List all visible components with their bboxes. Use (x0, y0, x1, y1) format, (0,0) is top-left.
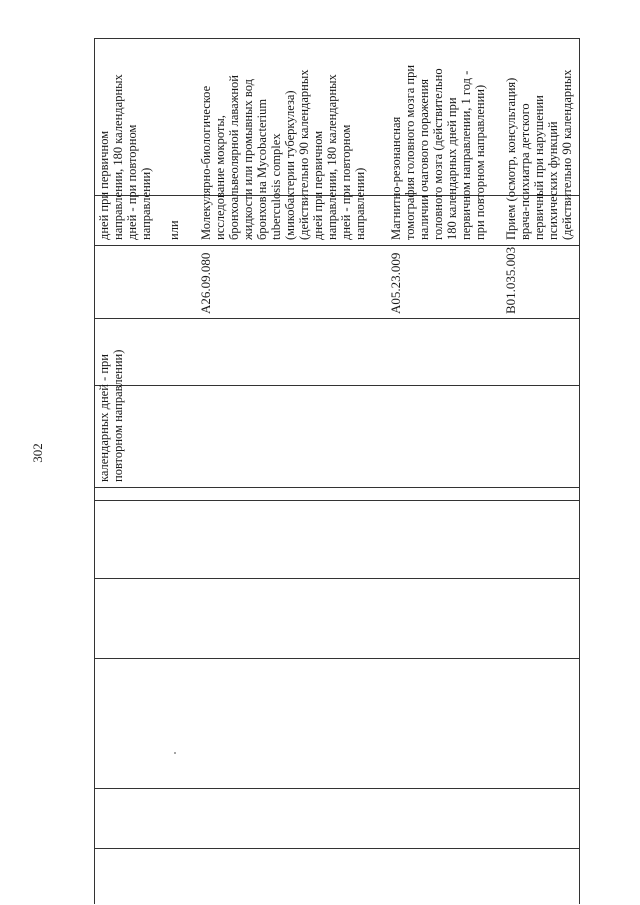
text-line: дней - при повторном (339, 124, 353, 240)
text-line: (действительно 90 календарных (297, 69, 311, 240)
cell-description-row-1 (97, 74, 181, 240)
text-line: дней при первичном (311, 130, 325, 240)
text-line: бронхов на Mycobacterium (255, 98, 269, 240)
text-line: первичном направлении, 1 год - (459, 70, 473, 240)
text-line: Прием (осмотр, консультация) (504, 77, 518, 240)
column-separator (94, 658, 580, 659)
text-line: 180 календарных дней при (445, 97, 459, 240)
cell-code-row-4 (504, 247, 518, 314)
text-line: исследование мокроты, (213, 115, 227, 240)
text-line: головного мозга (действительно (431, 68, 445, 240)
text-line: психических функций (546, 121, 560, 240)
cell-code-row-2 (199, 253, 213, 314)
column-separator (94, 848, 580, 849)
row-separator (94, 500, 580, 501)
text-line: tuberculosis complex (269, 133, 283, 240)
column-separator (94, 318, 580, 319)
cell-duration-row-1 (97, 350, 125, 482)
text-line: (микобактерии туберкулеза) (283, 90, 297, 240)
text-line: дней при первичном (97, 130, 111, 240)
table-top-border (94, 38, 580, 39)
scan-speck (174, 752, 176, 754)
cell-description-row-3 (389, 65, 487, 240)
text-line: бронхоальвеолярной лаважной (227, 75, 241, 240)
text-line (153, 74, 167, 240)
text-line: направлении, 180 календарных (325, 74, 339, 240)
page-number: 302 (30, 443, 45, 463)
text-line: календарных дней - при (97, 354, 111, 482)
column-separator (94, 38, 95, 904)
text-line: (действительно 90 календарных (560, 69, 574, 240)
text-line: направлении, 180 календарных (111, 74, 125, 240)
cell-description-row-2 (199, 69, 367, 240)
text-line: при повторном направлении) (473, 84, 487, 240)
text-line: повторном направлении) (111, 349, 125, 482)
column-separator (94, 788, 580, 789)
service-code: A05.23.009 (388, 252, 403, 314)
text-line: или (167, 220, 181, 240)
text-line: Молекулярно-биологическое (199, 85, 213, 240)
text-line: томография головного мозга при (403, 64, 417, 240)
column-separator (94, 487, 580, 488)
column-separator (579, 38, 580, 904)
service-code: A26.09.080 (198, 252, 213, 314)
text-line: жидкости или промывных вод (241, 79, 255, 240)
text-line: врача-психиатра детского (518, 103, 532, 240)
table-bottom-border (94, 578, 580, 579)
text-line: направлении) (353, 167, 367, 240)
cell-description-row-4 (504, 69, 574, 240)
text-line: Магнитно-резонансная (389, 116, 403, 240)
text-line: первичный при нарушении (532, 95, 546, 240)
row-separator (94, 385, 580, 386)
service-code: B01.035.003 (503, 246, 518, 314)
text-line: дней - при повторном (125, 124, 139, 240)
cell-code-row-3 (389, 253, 403, 314)
text-line: наличии очагового поражения (417, 78, 431, 240)
text-line: направлении) (139, 167, 153, 240)
